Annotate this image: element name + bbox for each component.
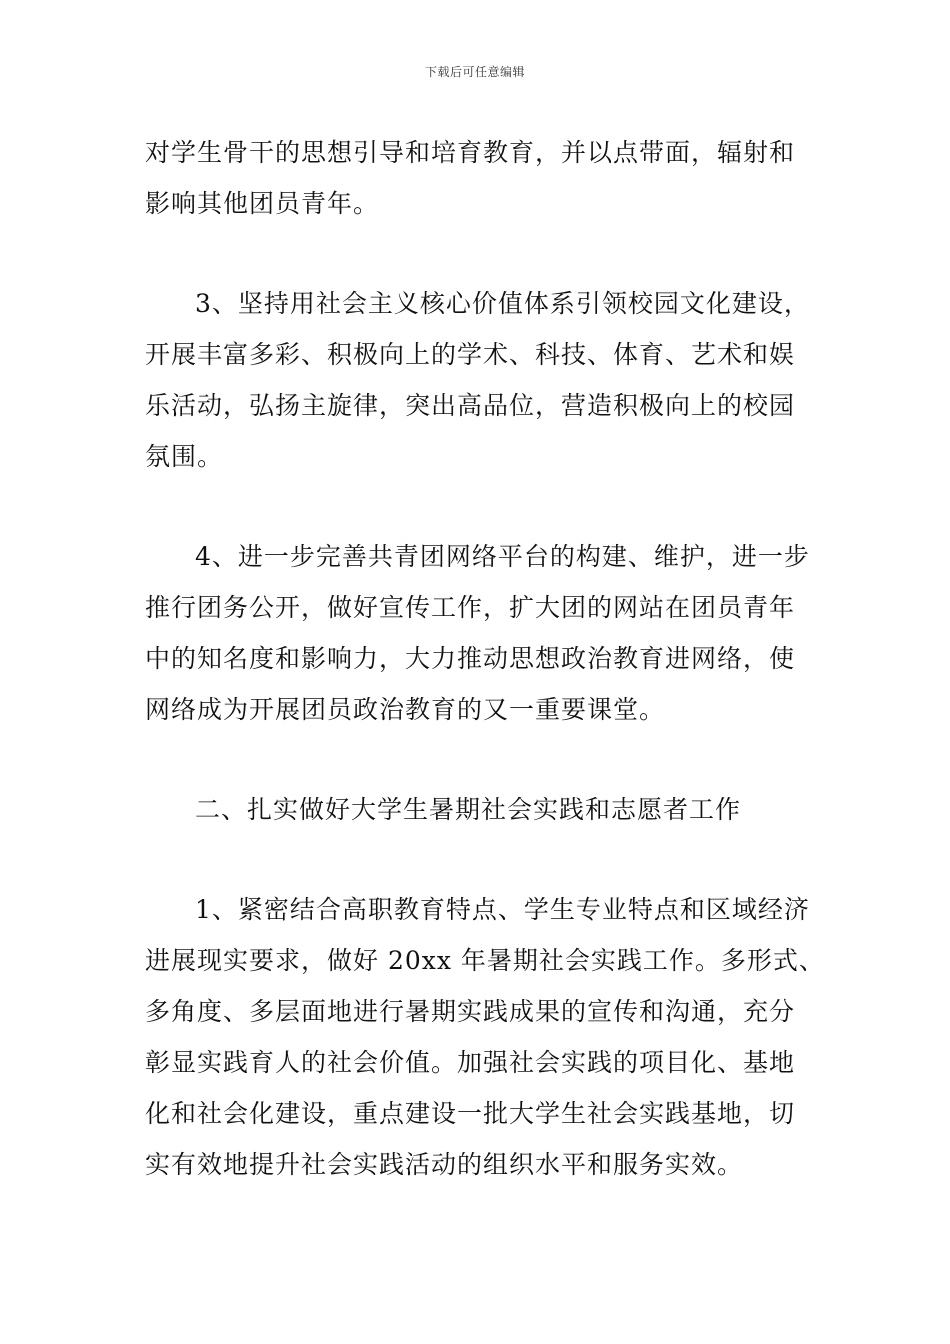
text-line: 多角度、多层面地进行暑期实践成果的宣传和沟通，充分	[145, 997, 796, 1026]
paragraph-item-1	[145, 884, 825, 1190]
text-line: 影响其他团员青年。	[145, 189, 380, 218]
text-line: 开展丰富多彩、积极向上的学术、科技、体育、艺术和娱	[145, 340, 796, 369]
text-line: 中的知名度和影响力，大力推动思想政治教育进网络，使	[145, 644, 796, 673]
text-line: 3、坚持用社会主义核心价值体系引领校园文化建设，	[195, 289, 810, 318]
text-line: 化和社会化建设，重点建设一批大学生社会实践基地，切	[145, 1099, 796, 1128]
text-line: 氛围。	[145, 442, 224, 471]
text-line: 彰显实践育人的社会价值。加强社会实践的项目化、基地	[145, 1048, 796, 1077]
paragraph-item-4	[145, 531, 810, 735]
text-line: 二、扎实做好大学生暑期社会实践和志愿者工作	[195, 795, 742, 824]
document-body	[145, 127, 825, 1190]
text-line: 推行团务公开，做好宣传工作，扩大团的网站在团员青年	[145, 593, 796, 622]
text-line: 进展现实要求，做好 20xx 年暑期社会实践工作。多形式、	[145, 946, 825, 975]
paragraph-continuation	[145, 127, 807, 229]
page-header: 下载后可任意编辑	[424, 65, 525, 79]
text-line: 1、紧密结合高职教育特点、学生专业特点和区域经济	[195, 895, 810, 924]
text-line: 4、进一步完善共青团网络平台的构建、维护，进一步	[195, 542, 810, 571]
text-line: 对学生骨干的思想引导和培育教育，并以点带面，辐射和	[145, 138, 796, 167]
text-line: 乐活动，弘扬主旋律，突出高品位，营造积极向上的校园	[145, 391, 796, 420]
text-line: 实有效地提升社会实践活动的组织水平和服务实效。	[145, 1150, 744, 1179]
section-heading	[145, 784, 807, 835]
text-line: 网络成为开展团员政治教育的又一重要课堂。	[145, 695, 666, 724]
paragraph-item-3	[145, 278, 810, 482]
